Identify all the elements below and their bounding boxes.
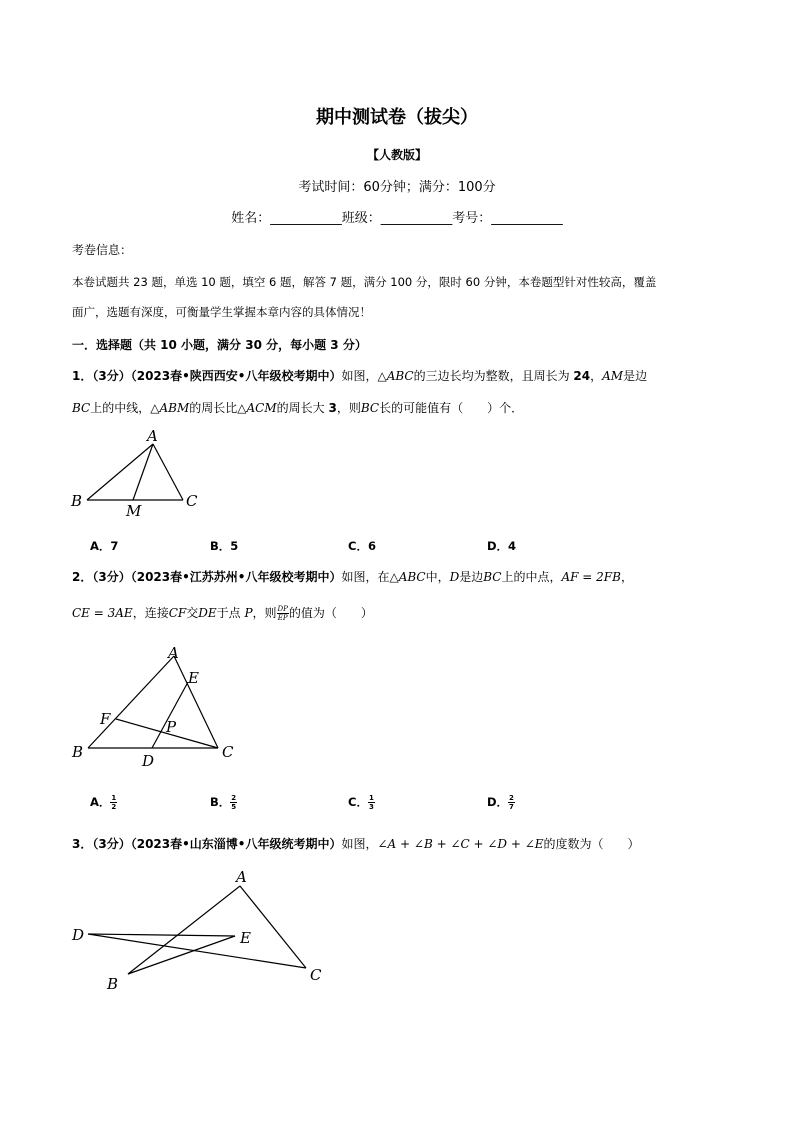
text: 上的中线，△ (90, 401, 160, 415)
fraction-denominator: 2 (111, 803, 117, 811)
question-score: （3分） (92, 369, 131, 383)
text: ，则 (252, 606, 277, 620)
option-letter: B． (210, 539, 231, 553)
math-var: DE (198, 606, 217, 620)
math-number: 24 (573, 369, 591, 383)
math-var: ACM (246, 401, 277, 415)
figure-label-b: B (71, 492, 83, 510)
option-d[interactable] (487, 538, 516, 554)
option-letter: C． (348, 795, 368, 809)
question-1-figure (60, 420, 220, 525)
text: 交 (186, 606, 199, 620)
fraction-denominator: EP (277, 614, 288, 622)
option-fraction (368, 794, 375, 811)
text: 的周长比△ (189, 401, 247, 415)
text: 于点 (216, 606, 245, 620)
question-1-line-1 (72, 367, 647, 384)
fraction-numerator: 2 (231, 794, 237, 802)
option-d[interactable] (487, 794, 515, 811)
math-number: 3 (328, 401, 337, 415)
student-info-fields: 姓名：___________班级：___________考号：___________ (231, 211, 563, 226)
fraction-numerator: DP (277, 605, 288, 613)
figure-label-c: C (186, 492, 198, 510)
math-var: D (449, 570, 460, 584)
option-value: 6 (367, 539, 376, 553)
figure-label-b: B (72, 743, 84, 761)
edition-label: 【人教版】 (366, 148, 427, 162)
text: 的三边长均为整数，且周长为 (413, 369, 574, 383)
option-a[interactable] (90, 794, 117, 811)
math-var: ABC (386, 369, 414, 383)
option-b[interactable] (210, 794, 237, 811)
option-value: 7 (110, 539, 119, 553)
fraction-numerator: 1 (111, 794, 117, 802)
exam-time: 考试时间：60分钟；满分：100分 (298, 180, 496, 195)
figure-label-a: A (147, 427, 158, 445)
figure-label-c: C (310, 966, 322, 984)
figure-label-a: A (236, 868, 247, 886)
fraction-numerator: 1 (368, 794, 374, 802)
text: ，则 (336, 401, 361, 415)
exam-info-line-1: 本卷试题共 23 题，单选 10 题，填空 6 题，解答 7 题，满分 100 分，限时 60 分钟，本卷题型针对性较高，覆盖 (72, 275, 657, 289)
option-letter: A． (90, 539, 111, 553)
question-score: （3分） (92, 837, 131, 851)
option-a[interactable] (90, 538, 118, 554)
math-expr: CE = 3AE (72, 606, 133, 620)
math-var: BC (72, 401, 91, 415)
math-fraction (277, 605, 289, 622)
text: ，连接 (132, 606, 169, 620)
option-letter: D． (487, 539, 509, 553)
math-var: CF (168, 606, 187, 620)
figure-label-e: E (240, 929, 251, 947)
text: ， (620, 570, 633, 584)
question-score: （3分） (92, 570, 131, 584)
fraction-numerator: 2 (509, 794, 514, 802)
text: 如图，△ (341, 369, 387, 383)
question-2-line-1 (72, 568, 633, 585)
math-var: ABM (159, 401, 190, 415)
question-number: 1． (72, 369, 93, 383)
math-var: AM (602, 369, 624, 383)
text: 上的中点， (501, 570, 562, 584)
figure-label-p: P (166, 718, 177, 736)
figure-label-d: D (72, 926, 85, 944)
text: ， (590, 369, 603, 383)
exam-info-line-2: 面广，选题有深度，可衡量学生掌握本章内容的具体情况！ (72, 305, 371, 319)
figure-label-b: B (107, 975, 119, 993)
text: 如图，在△ (341, 570, 399, 584)
text: 长的可能值有（ ）个． (379, 401, 524, 415)
page-title: 期中测试卷（拔尖） (316, 107, 478, 128)
question-source: （2023春•山东淄博•八年级统考期中） (130, 837, 342, 851)
option-letter: D． (487, 795, 509, 809)
exam-info-label: 考卷信息： (72, 243, 133, 257)
option-fraction (230, 794, 237, 811)
option-fraction (508, 794, 515, 811)
question-number: 2． (72, 570, 93, 584)
option-letter: A． (90, 795, 111, 809)
fraction-denominator: 3 (368, 803, 374, 811)
question-2-line-2 (72, 604, 373, 622)
question-source: （2023春•陕西西安•八年级校考期中） (130, 369, 342, 383)
option-b[interactable] (210, 538, 238, 554)
math-expr: AF = 2FB (561, 570, 621, 584)
text: 是边 (623, 369, 648, 383)
figure-label-c: C (222, 743, 234, 761)
option-letter: C． (348, 539, 368, 553)
figure-label-a: A (168, 644, 179, 662)
text: 的周长大 (276, 401, 329, 415)
question-2-figure (60, 636, 250, 776)
option-c[interactable] (348, 794, 375, 811)
option-letter: B． (210, 795, 231, 809)
math-var: ABC (398, 570, 426, 584)
question-3-line-1 (72, 835, 640, 852)
question-3-figure (60, 860, 350, 1000)
math-var: BC (483, 570, 502, 584)
option-value: 4 (508, 539, 517, 553)
option-c[interactable] (348, 538, 376, 554)
figure-label-f: F (100, 710, 111, 728)
text: 如图， (341, 837, 378, 851)
option-value: 5 (230, 539, 239, 553)
figure-label-e: E (188, 669, 199, 687)
text: 的度数为（ ） (543, 837, 640, 851)
figure-label-m: M (126, 502, 142, 520)
text: 的值为（ ） (288, 606, 373, 620)
text: 中， (425, 570, 450, 584)
figure-label-d: D (142, 752, 155, 770)
math-expr: ∠A + ∠B + ∠C + ∠D + ∠E (377, 837, 544, 851)
question-number: 3． (72, 837, 93, 851)
fraction-denominator: 7 (509, 803, 514, 811)
math-var: P (244, 606, 253, 620)
math-var: BC (360, 401, 380, 415)
question-1-line-2 (72, 399, 523, 416)
section-heading: 一．选择题（共 10 小题，满分 30 分，每小题 3 分） (72, 338, 367, 352)
text: 是边 (459, 570, 484, 584)
fraction-denominator: 5 (231, 803, 237, 811)
option-fraction (110, 794, 117, 811)
question-source: （2023春•江苏苏州•八年级校考期中） (130, 570, 342, 584)
